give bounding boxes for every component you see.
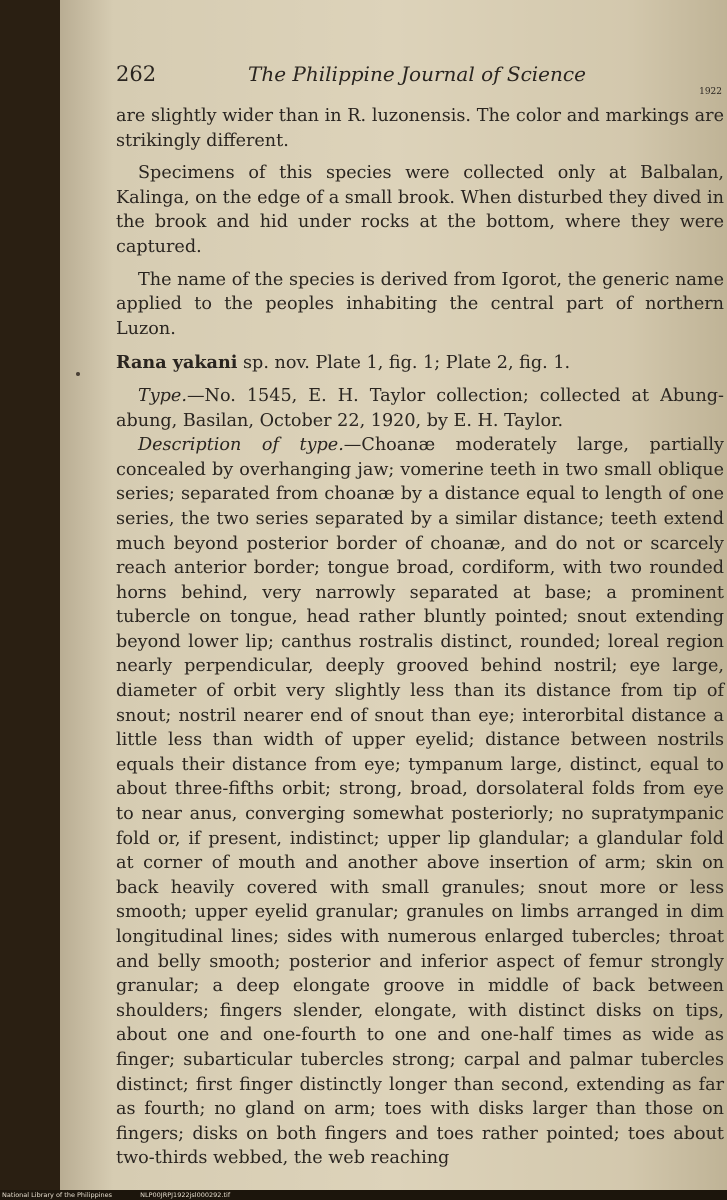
- year-label: 1922: [699, 87, 722, 97]
- paragraph-specimens: Specimens of this species were collected only at Balbalan, Kalinga, on the edge of a small brook. When disturbed they dived in the brook and hid under rocks at the bottom, where they were captured.: [116, 163, 724, 257]
- paragraph-etymology: The name of the species is derived from Igorot, the generic name applied to the peoples inhabiting the central part of northern Luzon.: [116, 269, 724, 339]
- scanned-page: [60, 0, 727, 1190]
- margin-dot: [76, 372, 80, 376]
- running-header: [116, 62, 724, 97]
- journal-title: The Philippine Journal of Science: [248, 62, 586, 86]
- paragraph-continuation: are slightly wider than in R. luzonensis. The color and markings are strikingly different.: [116, 106, 724, 151]
- species-plates: sp. nov. Plate 1, fig. 1; Plate 2, fig. 1.: [237, 353, 571, 374]
- species-heading: [116, 351, 724, 376]
- paragraph-description: [116, 433, 724, 1171]
- description-label: Description of type.: [138, 435, 344, 456]
- page-number: 262: [116, 62, 157, 86]
- paragraph-type: [116, 384, 724, 433]
- library-credit: National Library of the Philippines: [2, 1191, 113, 1199]
- file-id: NLP00JRPJ1922jsl000292.tif: [140, 1191, 231, 1199]
- type-text: —No. 1545, E. H. Taylor collection; collected at Abung-abung, Basilan, October 22, 1920, by E. H. Taylor.: [116, 385, 724, 431]
- type-label: Type.: [138, 385, 187, 406]
- article-body: [116, 104, 724, 1171]
- scan-footer: [0, 1190, 727, 1200]
- species-name: Rana yakani: [116, 352, 238, 374]
- description-text: —Choanæ moderately large, partially concealed by overhanging jaw; vomerine teeth in two small oblique series; separated from choanæ by a distance equal to length of one series, the two series separated by a similar distance; teeth extend much beyond posterior border of choanæ, and do not or scarcely reach anterior border; tongue broad, cordiform, with two rounded horns behind, very narrowly separated at base; a prominent tubercle on tongue, head rather bluntly pointed; snout extending beyond lower lip; canthus rostralis distinct, rounded; loreal region nearly perpendicular, deeply grooved behind nostril; eye large, diameter of orbit very slightly less than its distance from tip of snout; nostril nearer end of snout than eye; interorbital distance a little less than width of upper eyelid; distance between nostrils equals their distance from eye; tympanum large, distinct, equal to about three-fifths orbit; strong, broad, dorsolateral folds from eye to near anus, converging somewhat posteriorly; no supratympanic fold or, if present, indistinct; upper lip glandular; a glandular fold at corner of mouth and another above insertion of arm; skin on back heavily covered with small granules; snout more or less smooth; upper eyelid granular; granules on limbs arranged in dim longitudinal lines; sides with numerous enlarged tubercles; throat and belly smooth; posterior and inferior aspect of femur strongly granular; a deep elongate groove in middle of back between shoulders; fingers slender, elongate, with distinct disks on tips, about one and one-fourth to one and one-half times as wide as finger; subarticular tubercles strong; carpal and palmar tubercles distinct; first finger distinctly longer than second, extending as far as fourth; no gland on arm; toes with disks larger than those on fingers; disks on both fingers and toes rather pointed; toes about two-thirds webbed, the web reaching: [116, 435, 724, 1169]
